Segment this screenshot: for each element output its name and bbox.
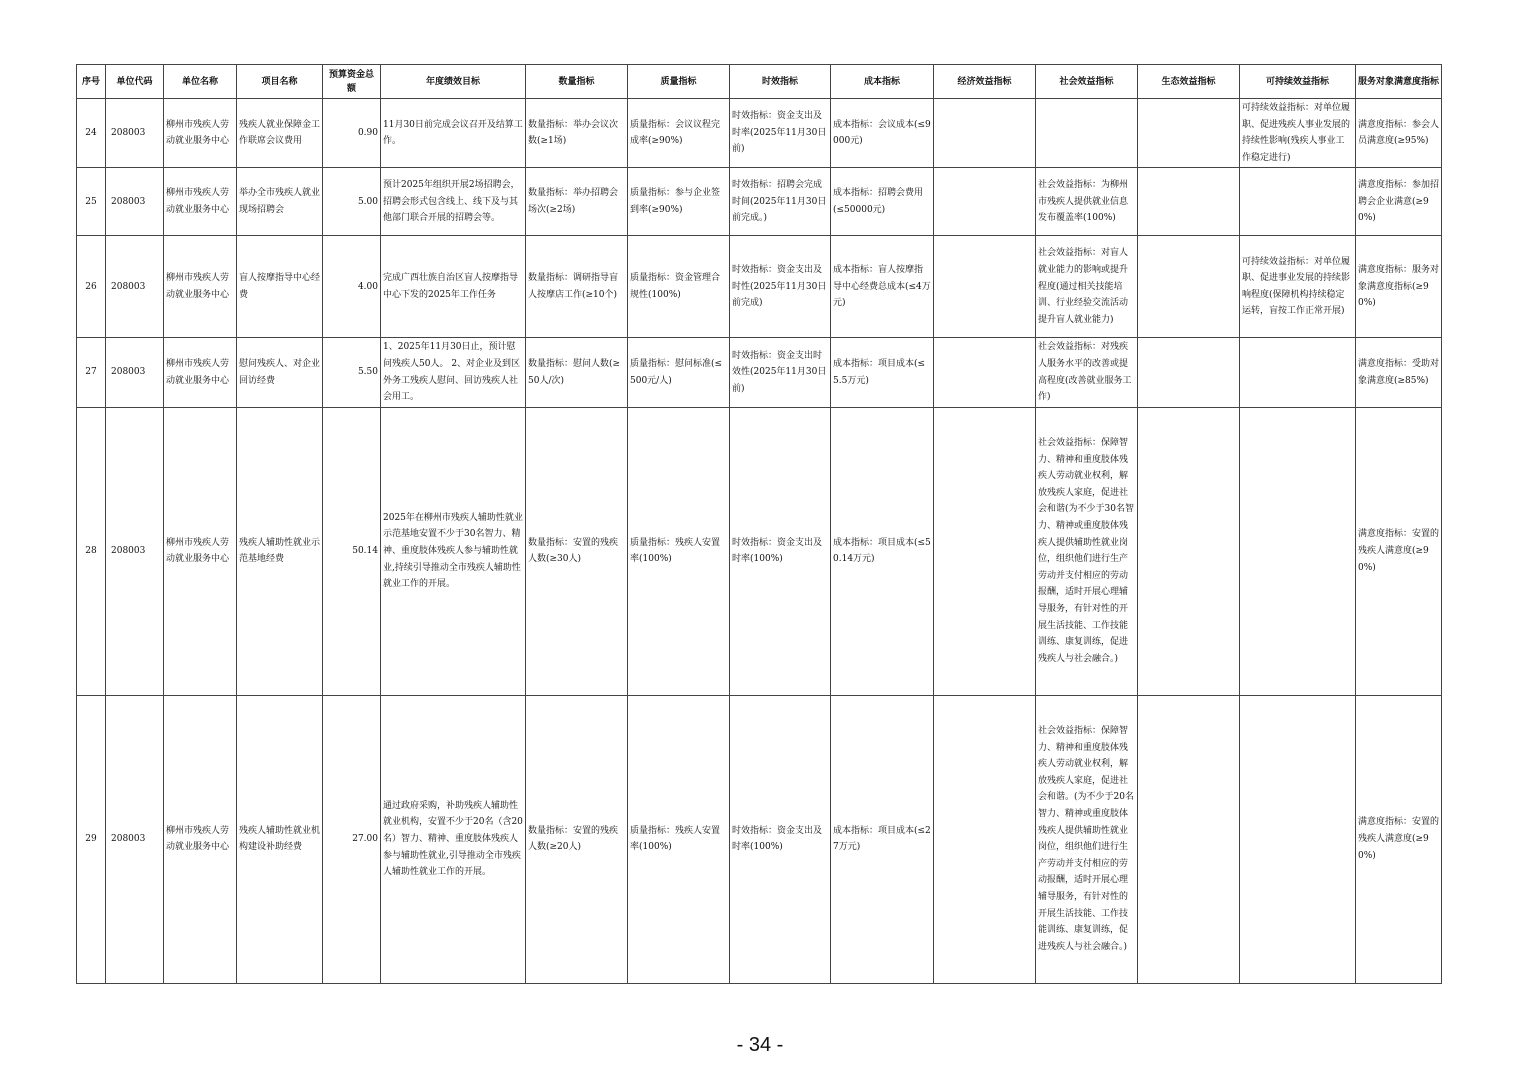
cell-sustainable (1240, 168, 1356, 236)
cell-social (1036, 99, 1138, 168)
cell-annual-goal: 完成广西壮族自治区盲人按摩指导中心下发的2025年工作任务 (381, 236, 526, 338)
page-number: - 34 - (736, 1034, 784, 1056)
cell-unit-code: 208003 (106, 99, 164, 168)
header-unit-code: 单位代码 (106, 65, 164, 99)
cell-ecological (1138, 168, 1240, 236)
cell-social: 社会效益指标：对残疾人服务水平的改善或提高程度(改善就业服务工作) (1036, 338, 1138, 407)
cell-unit-code: 208003 (106, 338, 164, 407)
cell-seq: 26 (77, 236, 106, 338)
table-row (77, 407, 1442, 695)
cell-satisfaction: 满意度指标：安置的残疾人满意度(≥90%) (1356, 695, 1442, 983)
header-ecological: 生态效益指标 (1138, 65, 1240, 99)
cell-quantity: 数量指标：安置的残疾人数(≥30人) (526, 407, 628, 695)
cell-satisfaction: 满意度指标：参加招聘会企业满意(≥90%) (1356, 168, 1442, 236)
cell-social: 社会效益指标：保障智力、精神和重度肢体残疾人劳动就业权利，解放残疾人家庭，促进社会和谐。(为不少于20名智力、精神或重度肢体残疾人提供辅助性就业岗位，组织他们进行生产劳动并支付相应的劳动报酬，适时开展心理辅导服务，有针对性的开展生活技能、工作技能训练、康复训练，促进残疾人与社会融合。) (1036, 695, 1138, 983)
cell-quality: 质量指标：参与企业签到率(≥90%) (628, 168, 730, 236)
cell-ecological (1138, 99, 1240, 168)
cell-unit-name: 柳州市残疾人劳动就业服务中心 (164, 236, 237, 338)
cell-timeliness: 时效指标：资金支出及时率(100%) (730, 407, 831, 695)
header-satisfaction: 服务对象满意度指标 (1356, 65, 1442, 99)
cell-unit-code: 208003 (106, 168, 164, 236)
cell-cost: 成本指标：招聘会费用(≤50000元) (831, 168, 934, 236)
header-project-name: 项目名称 (237, 65, 323, 99)
performance-target-table (76, 64, 1442, 984)
cell-project-name: 慰问残疾人、对企业回访经费 (237, 338, 323, 407)
cell-seq: 24 (77, 99, 106, 168)
header-unit-name: 单位名称 (164, 65, 237, 99)
cell-seq: 27 (77, 338, 106, 407)
cell-quality: 质量指标：慰问标准(≤500元/人) (628, 338, 730, 407)
cell-unit-name: 柳州市残疾人劳动就业服务中心 (164, 407, 237, 695)
cell-budget-amount: 5.00 (323, 168, 381, 236)
cell-satisfaction: 满意度指标：安置的残疾人满意度(≥90%) (1356, 407, 1442, 695)
header-budget-amount: 预算资金总额 (323, 65, 381, 99)
cell-quantity: 数量指标：慰问人数(≥50人/次) (526, 338, 628, 407)
cell-economic (934, 695, 1036, 983)
cell-social: 社会效益指标：为柳州市残疾人提供就业信息发布覆盖率(100%) (1036, 168, 1138, 236)
cell-sustainable (1240, 338, 1356, 407)
cell-timeliness: 时效指标：资金支出时效性(2025年11月30日前) (730, 338, 831, 407)
cell-unit-code: 208003 (106, 695, 164, 983)
cell-budget-amount: 0.90 (323, 99, 381, 168)
header-quantity: 数量指标 (526, 65, 628, 99)
cell-ecological (1138, 338, 1240, 407)
table-row (77, 695, 1442, 983)
cell-cost: 成本指标：项目成本(≤27万元) (831, 695, 934, 983)
cell-annual-goal: 1、2025年11月30日止，预计慰问残疾人50人。 2、对企业及到区外务工残疾人慰问、回访残疾人社会用工。 (381, 338, 526, 407)
cell-budget-amount: 5.50 (323, 338, 381, 407)
cell-timeliness: 时效指标：资金支出及时率(100%) (730, 695, 831, 983)
header-quality: 质量指标 (628, 65, 730, 99)
cell-sustainable: 可持续效益指标：对单位履职、促进事业发展的持续影响程度(保障机构持续稳定运转，盲按工作正常开展) (1240, 236, 1356, 338)
cell-economic (934, 99, 1036, 168)
header-social: 社会效益指标 (1036, 65, 1138, 99)
cell-unit-code: 208003 (106, 407, 164, 695)
header-economic: 经济效益指标 (934, 65, 1036, 99)
cell-cost: 成本指标：项目成本(≤5.5万元) (831, 338, 934, 407)
cell-sustainable (1240, 407, 1356, 695)
cell-unit-name: 柳州市残疾人劳动就业服务中心 (164, 99, 237, 168)
table-row (77, 99, 1442, 168)
cell-quality: 质量指标：会议议程完成率(≥90%) (628, 99, 730, 168)
cell-quantity: 数量指标：举办会议次数(≥1场) (526, 99, 628, 168)
cell-satisfaction: 满意度指标：受助对象满意度(≥85%) (1356, 338, 1442, 407)
cell-quality: 质量指标：残疾人安置率(100%) (628, 407, 730, 695)
cell-budget-amount: 50.14 (323, 407, 381, 695)
cell-unit-name: 柳州市残疾人劳动就业服务中心 (164, 168, 237, 236)
header-timeliness: 时效指标 (730, 65, 831, 99)
table-row (77, 338, 1442, 407)
header-sustainable: 可持续效益指标 (1240, 65, 1356, 99)
cell-cost: 成本指标：项目成本(≤50.14万元) (831, 407, 934, 695)
cell-budget-amount: 4.00 (323, 236, 381, 338)
cell-cost: 成本指标：盲人按摩指导中心经费总成本(≤4万元) (831, 236, 934, 338)
cell-unit-name: 柳州市残疾人劳动就业服务中心 (164, 338, 237, 407)
cell-timeliness: 时效指标：招聘会完成时间(2025年11月30日前完成。) (730, 168, 831, 236)
table-row (77, 168, 1442, 236)
cell-sustainable (1240, 695, 1356, 983)
cell-social: 社会效益指标：保障智力、精神和重度肢体残疾人劳动就业权利，解放残疾人家庭，促进社会和谐(为不少于30名智力、精神或重度肢体残疾人提供辅助性就业岗位，组织他们进行生产劳动并支付相应的劳动报酬，适时开展心理辅导服务，有针对性的开展生活技能、工作技能训练、康复训练，促进残疾人与社会融合。) (1036, 407, 1138, 695)
header-cost: 成本指标 (831, 65, 934, 99)
cell-unit-name: 柳州市残疾人劳动就业服务中心 (164, 695, 237, 983)
cell-economic (934, 168, 1036, 236)
cell-quantity: 数量指标：安置的残疾人数(≥20人) (526, 695, 628, 983)
cell-project-name: 残疾人辅助性就业示范基地经费 (237, 407, 323, 695)
cell-annual-goal: 通过政府采购，补助残疾人辅助性就业机构，安置不少于20名（含20名）智力、精神、重度肢体残疾人参与辅助性就业,引导推动全市残疾人辅助性就业工作的开展。 (381, 695, 526, 983)
cell-quality: 质量指标：残疾人安置率(100%) (628, 695, 730, 983)
table-row (77, 236, 1442, 338)
cell-social: 社会效益指标：对盲人就业能力的影响或提升程度(通过相关技能培训、行业经验交流活动提升盲人就业能力) (1036, 236, 1138, 338)
table-header-row (77, 65, 1442, 99)
cell-project-name: 残疾人辅助性就业机构建设补助经费 (237, 695, 323, 983)
cell-economic (934, 236, 1036, 338)
header-annual-goal: 年度绩效目标 (381, 65, 526, 99)
cell-ecological (1138, 407, 1240, 695)
cell-annual-goal: 2025年在柳州市残疾人辅助性就业示范基地安置不少于30名智力、精神、重度肢体残疾人参与辅助性就业,持续引导推动全市残疾人辅助性就业工作的开展。 (381, 407, 526, 695)
cell-budget-amount: 27.00 (323, 695, 381, 983)
cell-timeliness: 时效指标：资金支出及时性(2025年11月30日前完成) (730, 236, 831, 338)
cell-satisfaction: 满意度指标：参会人员满意度(≥95%) (1356, 99, 1442, 168)
cell-annual-goal: 预计2025年组织开展2场招聘会，招聘会形式包含线上、线下及与其他部门联合开展的招聘会等。 (381, 168, 526, 236)
cell-quantity: 数量指标：举办招聘会场次(≥2场) (526, 168, 628, 236)
cell-economic (934, 338, 1036, 407)
header-seq: 序号 (77, 65, 106, 99)
cell-seq: 28 (77, 407, 106, 695)
cell-timeliness: 时效指标：资金支出及时率(2025年11月30日前) (730, 99, 831, 168)
cell-cost: 成本指标：会议成本(≤9000元) (831, 99, 934, 168)
cell-project-name: 盲人按摩指导中心经费 (237, 236, 323, 338)
cell-ecological (1138, 236, 1240, 338)
cell-project-name: 举办全市残疾人就业现场招聘会 (237, 168, 323, 236)
cell-sustainable: 可持续效益指标：对单位履职、促进残疾人事业发展的持续性影响(残疾人事业工作稳定进行) (1240, 99, 1356, 168)
cell-seq: 25 (77, 168, 106, 236)
cell-quantity: 数量指标：调研指导盲人按摩店工作(≥10个) (526, 236, 628, 338)
cell-unit-code: 208003 (106, 236, 164, 338)
cell-ecological (1138, 695, 1240, 983)
cell-quality: 质量指标：资金管理合规性(100%) (628, 236, 730, 338)
cell-project-name: 残疾人就业保障金工作联席会议费用 (237, 99, 323, 168)
cell-economic (934, 407, 1036, 695)
cell-satisfaction: 满意度指标：服务对象满意度指标(≥90%) (1356, 236, 1442, 338)
cell-seq: 29 (77, 695, 106, 983)
cell-annual-goal: 11月30日前完成会议召开及结算工作。 (381, 99, 526, 168)
